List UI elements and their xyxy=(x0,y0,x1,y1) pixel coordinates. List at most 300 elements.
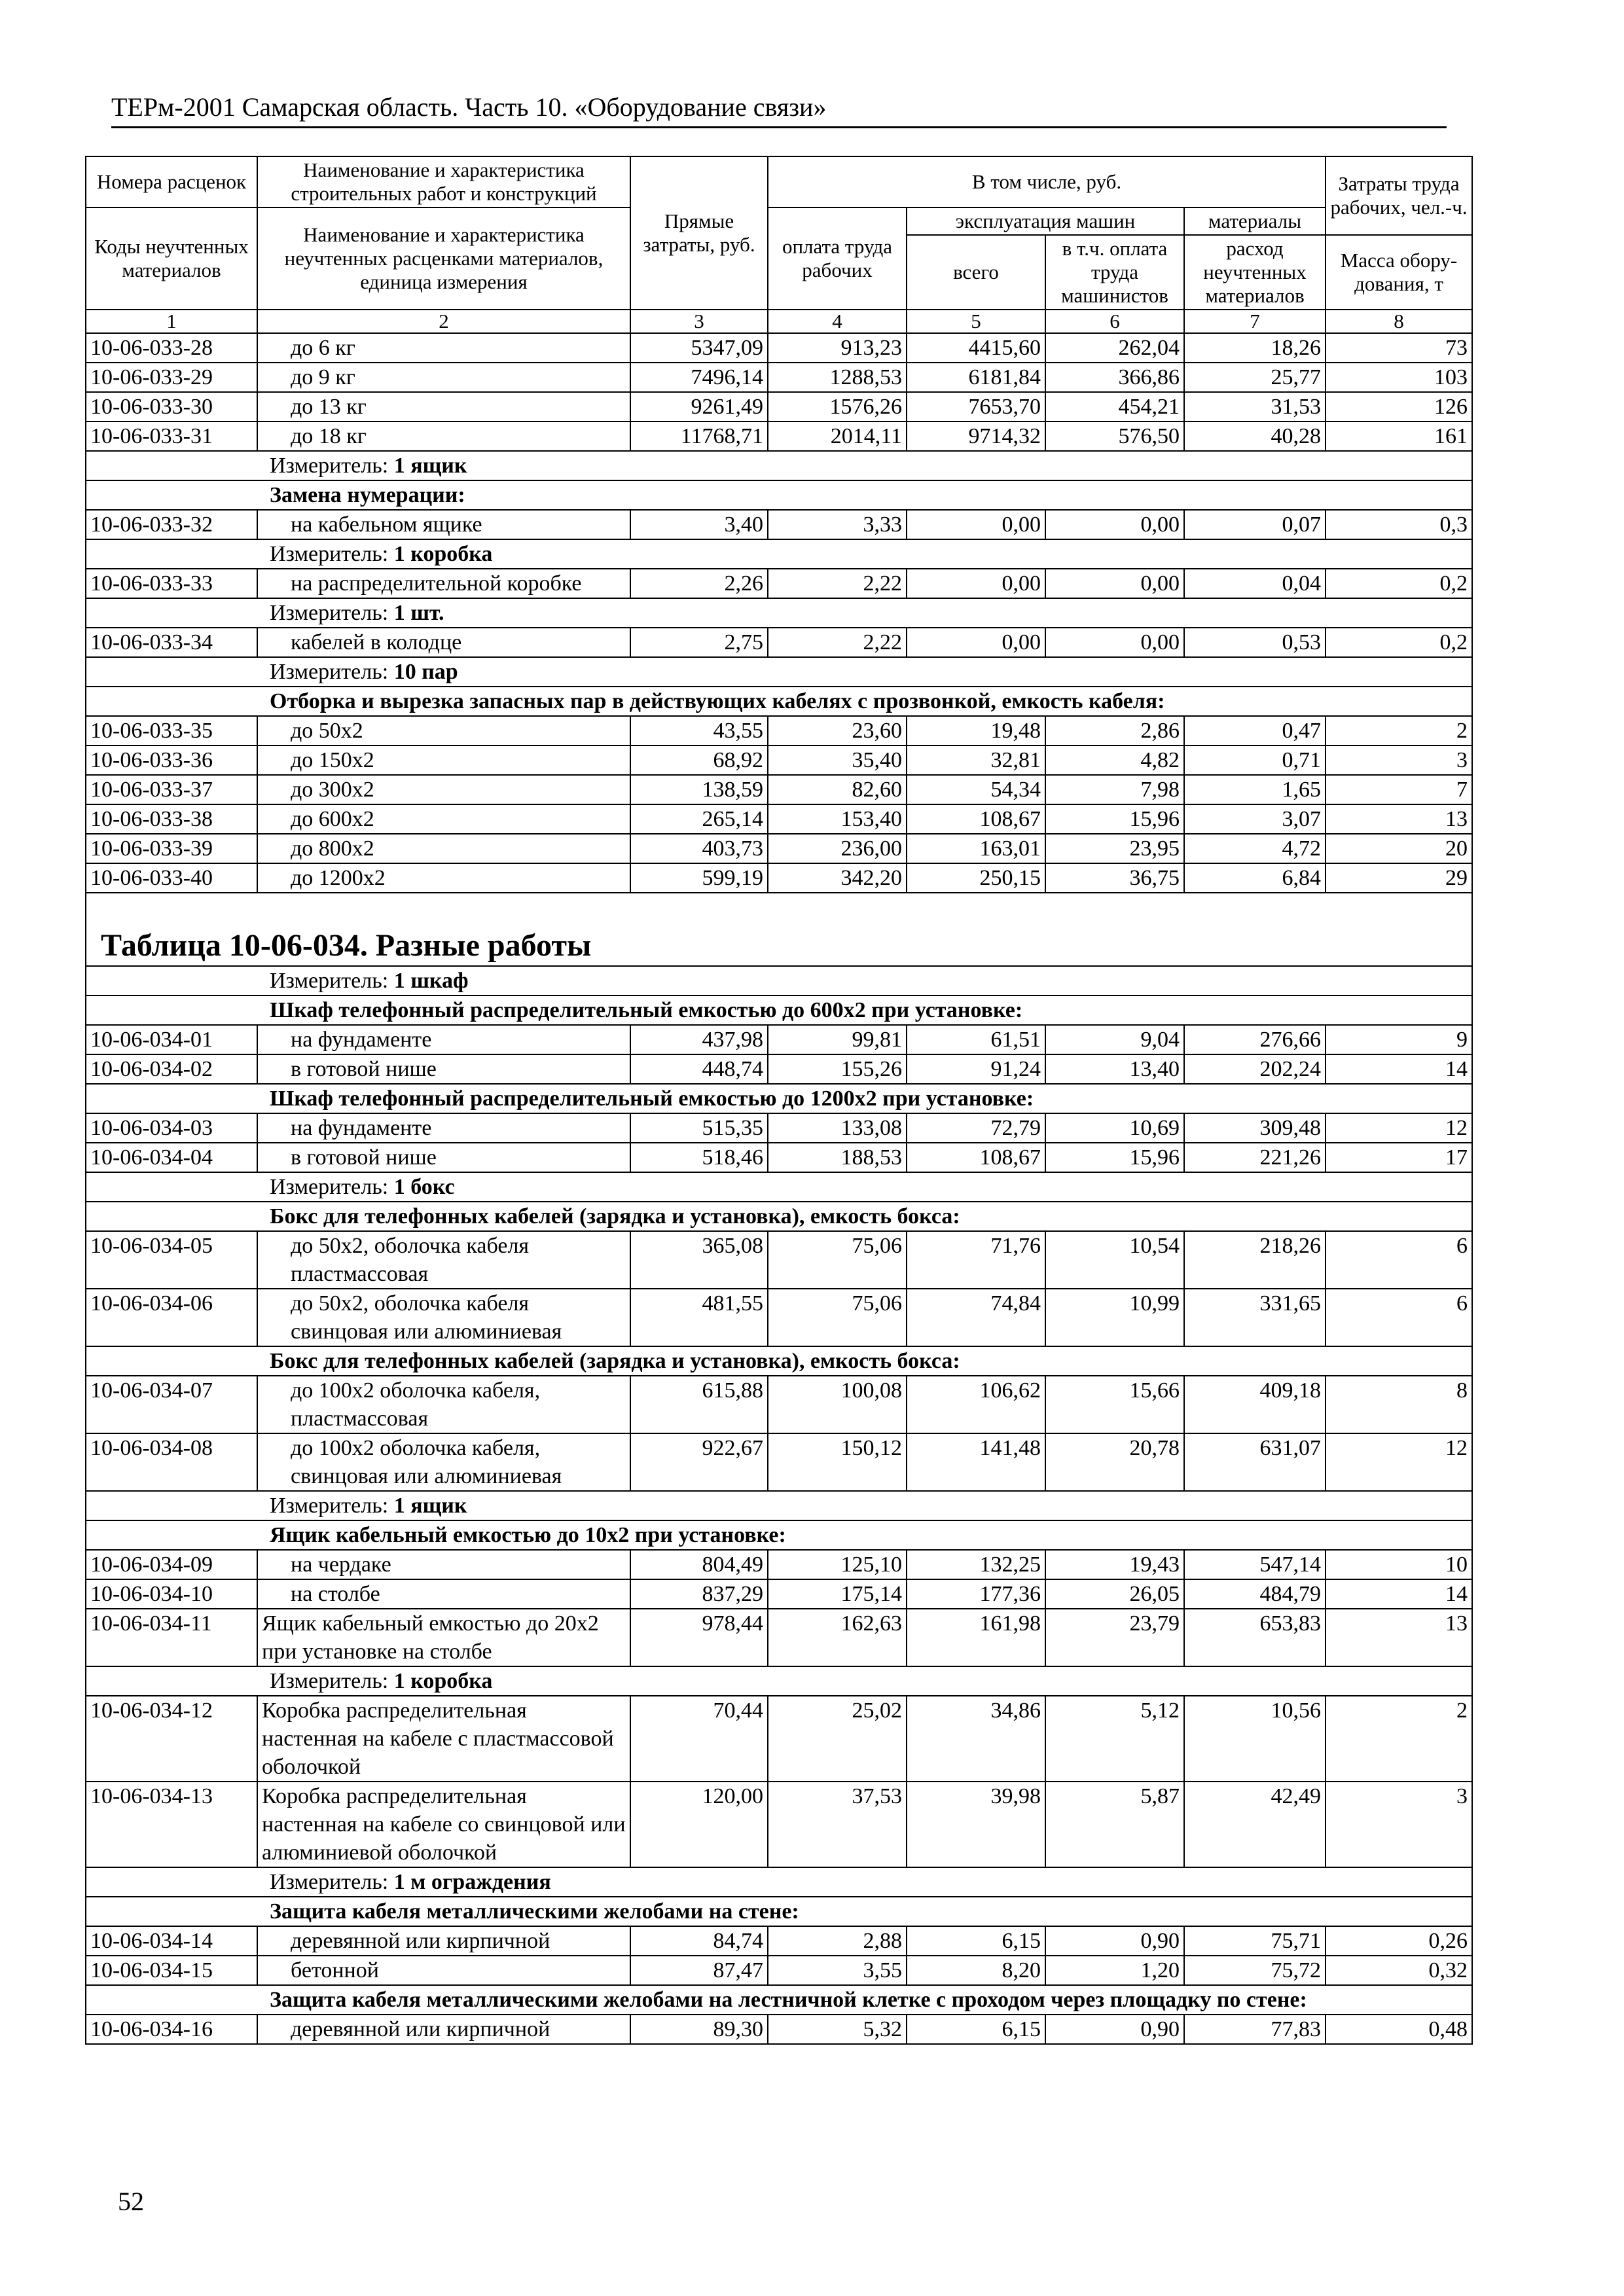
direct-costs: 403,73 xyxy=(630,834,768,863)
measure-cell xyxy=(86,1867,1472,1897)
table-row xyxy=(86,1609,1472,1666)
work-name: до 50х2 xyxy=(257,716,630,745)
materials-cost: 4,72 xyxy=(1184,834,1326,863)
operators-pay: 0,00 xyxy=(1045,569,1184,598)
labor-costs: 13 xyxy=(1326,804,1472,834)
section-heading: Шкаф телефонный распределительный емкостью до 1200х2 при установке: xyxy=(86,1084,1472,1113)
worker-pay: 188,53 xyxy=(768,1143,907,1172)
worker-pay: 162,63 xyxy=(768,1609,907,1666)
operators-pay: 0,00 xyxy=(1045,628,1184,657)
direct-costs: 68,92 xyxy=(630,745,768,775)
direct-costs: 120,00 xyxy=(630,1782,768,1867)
rate-code: 10-06-033-32 xyxy=(86,510,257,539)
measure-label: Измеритель: xyxy=(270,1870,389,1894)
table-row xyxy=(86,392,1472,422)
measure-label: Измеритель: xyxy=(270,601,389,625)
section-heading-row xyxy=(86,1897,1472,1926)
section-heading-row xyxy=(86,996,1472,1025)
labor-costs: 7 xyxy=(1326,775,1472,804)
direct-costs: 448,74 xyxy=(630,1054,768,1084)
materials-cost: 6,84 xyxy=(1184,863,1326,893)
machines-total: 141,48 xyxy=(907,1433,1045,1491)
measure-label: Измеритель: xyxy=(270,542,389,566)
measure-unit: 1 коробка xyxy=(393,542,493,566)
labor-costs: 0,3 xyxy=(1326,510,1472,539)
materials-cost: 75,72 xyxy=(1184,1956,1326,1985)
work-name: до 800х2 xyxy=(257,834,630,863)
table-row xyxy=(86,834,1472,863)
operators-pay: 10,54 xyxy=(1045,1231,1184,1289)
machines-total: 106,62 xyxy=(907,1376,1045,1433)
direct-costs: 804,49 xyxy=(630,1550,768,1579)
rate-code: 10-06-034-01 xyxy=(86,1025,257,1054)
worker-pay: 125,10 xyxy=(768,1550,907,1579)
measure-row xyxy=(86,1867,1472,1897)
worker-pay: 133,08 xyxy=(768,1113,907,1143)
direct-costs: 365,08 xyxy=(630,1231,768,1289)
measure-unit: 1 м ограждения xyxy=(393,1870,551,1894)
machines-total: 6,15 xyxy=(907,1926,1045,1956)
section-heading-row xyxy=(86,1985,1472,2015)
measure-row xyxy=(86,966,1472,996)
table-row xyxy=(86,1113,1472,1143)
operators-pay: 10,69 xyxy=(1045,1113,1184,1143)
direct-costs: 615,88 xyxy=(630,1376,768,1433)
rate-code: 10-06-034-12 xyxy=(86,1696,257,1782)
rate-code: 10-06-034-03 xyxy=(86,1113,257,1143)
section-heading-row xyxy=(86,1084,1472,1113)
table-row xyxy=(86,1025,1472,1054)
table-row xyxy=(86,333,1472,363)
direct-costs: 3,40 xyxy=(630,510,768,539)
operators-pay: 262,04 xyxy=(1045,333,1184,363)
worker-pay: 23,60 xyxy=(768,716,907,745)
materials-cost: 0,04 xyxy=(1184,569,1326,598)
rate-code: 10-06-033-35 xyxy=(86,716,257,745)
worker-pay: 25,02 xyxy=(768,1696,907,1782)
labor-costs: 0,32 xyxy=(1326,1956,1472,1985)
work-name: до 600х2 xyxy=(257,804,630,834)
direct-costs: 70,44 xyxy=(630,1696,768,1782)
labor-costs: 0,2 xyxy=(1326,569,1472,598)
labor-costs: 12 xyxy=(1326,1113,1472,1143)
rate-code: 10-06-033-28 xyxy=(86,333,257,363)
operators-pay: 1,20 xyxy=(1045,1956,1184,1985)
work-name: до 6 кг xyxy=(257,333,630,363)
worker-pay: 2,88 xyxy=(768,1926,907,1956)
col-rate-numbers-header: Номера расценок xyxy=(86,156,257,207)
page-number: 52 xyxy=(118,2187,144,2216)
work-name: до 18 кг xyxy=(257,422,630,451)
materials-cost: 484,79 xyxy=(1184,1579,1326,1609)
machines-total: 9714,32 xyxy=(907,422,1045,451)
work-name: в готовой нише xyxy=(257,1143,630,1172)
machines-total: 4415,60 xyxy=(907,333,1045,363)
machines-total: 177,36 xyxy=(907,1579,1045,1609)
materials-cost: 221,26 xyxy=(1184,1143,1326,1172)
table-row xyxy=(86,422,1472,451)
worker-pay: 3,55 xyxy=(768,1956,907,1985)
direct-costs: 518,46 xyxy=(630,1143,768,1172)
operators-pay: 15,66 xyxy=(1045,1376,1184,1433)
materials-cost: 3,07 xyxy=(1184,804,1326,834)
operators-pay: 15,96 xyxy=(1045,1143,1184,1172)
labor-costs: 161 xyxy=(1326,422,1472,451)
measure-unit: 1 ящик xyxy=(393,454,467,478)
table-title-row xyxy=(86,893,1472,966)
machines-total: 108,67 xyxy=(907,1143,1045,1172)
measure-row xyxy=(86,1666,1472,1696)
operators-pay: 36,75 xyxy=(1045,863,1184,893)
rate-code: 10-06-034-14 xyxy=(86,1926,257,1956)
direct-costs: 481,55 xyxy=(630,1289,768,1346)
rate-code: 10-06-033-31 xyxy=(86,422,257,451)
direct-costs: 11768,71 xyxy=(630,422,768,451)
work-name: до 50х2, оболочка кабеля пластмассовая xyxy=(257,1231,630,1289)
work-name: бетонной xyxy=(257,1956,630,1985)
machines-total: 54,34 xyxy=(907,775,1045,804)
operators-pay: 5,12 xyxy=(1045,1696,1184,1782)
rate-code: 10-06-034-04 xyxy=(86,1143,257,1172)
group-machines-header: эксплуатация машин xyxy=(907,207,1184,235)
work-name: до 9 кг xyxy=(257,363,630,392)
operators-pay: 7,98 xyxy=(1045,775,1184,804)
labor-costs: 10 xyxy=(1326,1550,1472,1579)
column-number: 4 xyxy=(768,310,907,333)
rate-code: 10-06-033-36 xyxy=(86,745,257,775)
materials-cost: 331,65 xyxy=(1184,1289,1326,1346)
work-name: до 300х2 xyxy=(257,775,630,804)
work-name: кабелей в колодце xyxy=(257,628,630,657)
column-number: 1 xyxy=(86,310,257,333)
worker-pay: 175,14 xyxy=(768,1579,907,1609)
worker-pay: 2,22 xyxy=(768,569,907,598)
labor-costs: 126 xyxy=(1326,392,1472,422)
work-name: на фундаменте xyxy=(257,1113,630,1143)
column-number: 3 xyxy=(630,310,768,333)
table-row xyxy=(86,775,1472,804)
worker-pay: 342,20 xyxy=(768,863,907,893)
table-row xyxy=(86,1054,1472,1084)
worker-pay: 155,26 xyxy=(768,1054,907,1084)
operators-pay: 26,05 xyxy=(1045,1579,1184,1609)
table-row xyxy=(86,363,1472,392)
worker-pay: 99,81 xyxy=(768,1025,907,1054)
measure-row xyxy=(86,1491,1472,1520)
section-heading-row xyxy=(86,480,1472,510)
group-materials-header: материалы xyxy=(1184,207,1326,235)
section-heading: Бокс для телефонных кабелей (зарядка и установка), емкость бокса: xyxy=(86,1202,1472,1231)
operators-pay: 454,21 xyxy=(1045,392,1184,422)
rate-code: 10-06-033-34 xyxy=(86,628,257,657)
worker-pay: 236,00 xyxy=(768,834,907,863)
section-heading: Ящик кабельный емкостью до 10х2 при установке: xyxy=(86,1520,1472,1550)
materials-cost: 31,53 xyxy=(1184,392,1326,422)
col-worker-pay-header: оплата труда рабочих xyxy=(768,207,907,310)
operators-pay: 9,04 xyxy=(1045,1025,1184,1054)
machines-total: 39,98 xyxy=(907,1782,1045,1867)
direct-costs: 43,55 xyxy=(630,716,768,745)
work-name: до 150х2 xyxy=(257,745,630,775)
operators-pay: 2,86 xyxy=(1045,716,1184,745)
work-name: до 100х2 оболочка кабеля, пластмассовая xyxy=(257,1376,630,1433)
materials-cost: 40,28 xyxy=(1184,422,1326,451)
col-equipment-mass-header: Масса обору-дования, т xyxy=(1326,235,1472,310)
machines-total: 34,86 xyxy=(907,1696,1045,1782)
rate-code: 10-06-034-06 xyxy=(86,1289,257,1346)
machines-total: 0,00 xyxy=(907,628,1045,657)
direct-costs: 84,74 xyxy=(630,1926,768,1956)
measure-cell xyxy=(86,539,1472,569)
page-header: ТЕРм-2001 Самарская область. Часть 10. «Оборудование связи» xyxy=(111,92,1447,128)
table-row xyxy=(86,510,1472,539)
rates-table xyxy=(85,156,1473,2045)
worker-pay: 1576,26 xyxy=(768,392,907,422)
worker-pay: 35,40 xyxy=(768,745,907,775)
table-row xyxy=(86,1143,1472,1172)
rate-code: 10-06-034-08 xyxy=(86,1433,257,1491)
machines-total: 74,84 xyxy=(907,1289,1045,1346)
col-labor-costs-header: Затраты труда рабочих, чел.-ч. xyxy=(1326,156,1472,235)
column-number: 7 xyxy=(1184,310,1326,333)
measure-label: Измеритель: xyxy=(270,1669,389,1693)
labor-costs: 6 xyxy=(1326,1231,1472,1289)
worker-pay: 75,06 xyxy=(768,1231,907,1289)
section-heading-row xyxy=(86,1346,1472,1376)
operators-pay: 4,82 xyxy=(1045,745,1184,775)
labor-costs: 12 xyxy=(1326,1433,1472,1491)
measure-unit: 1 бокс xyxy=(393,1175,455,1199)
measure-unit: 1 ящик xyxy=(393,1494,467,1518)
work-name: до 100х2 оболочка кабеля, свинцовая или алюминиевая xyxy=(257,1433,630,1491)
measure-cell xyxy=(86,451,1472,480)
direct-costs: 87,47 xyxy=(630,1956,768,1985)
labor-costs: 14 xyxy=(1326,1054,1472,1084)
materials-cost: 18,26 xyxy=(1184,333,1326,363)
work-name: в готовой нише xyxy=(257,1054,630,1084)
measure-row xyxy=(86,1172,1472,1202)
operators-pay: 576,50 xyxy=(1045,422,1184,451)
measure-unit: 1 шт. xyxy=(393,601,444,625)
labor-costs: 73 xyxy=(1326,333,1472,363)
work-name: на кабельном ящике xyxy=(257,510,630,539)
measure-label: Измеритель: xyxy=(270,969,389,993)
labor-costs: 103 xyxy=(1326,363,1472,392)
materials-cost: 409,18 xyxy=(1184,1376,1326,1433)
rate-code: 10-06-033-40 xyxy=(86,863,257,893)
work-name: на столбе xyxy=(257,1579,630,1609)
operators-pay: 366,86 xyxy=(1045,363,1184,392)
table-row xyxy=(86,628,1472,657)
materials-cost: 42,49 xyxy=(1184,1782,1326,1867)
col-direct-costs-header: Прямые затраты, руб. xyxy=(630,156,768,310)
direct-costs: 437,98 xyxy=(630,1025,768,1054)
section-heading-row xyxy=(86,1520,1472,1550)
table-row xyxy=(86,1956,1472,1985)
group-including-header: В том числе, руб. xyxy=(768,156,1326,207)
column-number: 8 xyxy=(1326,310,1472,333)
work-name: до 1200х2 xyxy=(257,863,630,893)
col-machines-total-header: всего xyxy=(907,235,1045,310)
labor-costs: 2 xyxy=(1326,1696,1472,1782)
work-name: на чердаке xyxy=(257,1550,630,1579)
rate-code: 10-06-034-16 xyxy=(86,2015,257,2044)
labor-costs: 14 xyxy=(1326,1579,1472,1609)
machines-total: 0,00 xyxy=(907,510,1045,539)
materials-cost: 25,77 xyxy=(1184,363,1326,392)
section-heading: Бокс для телефонных кабелей (зарядка и установка), емкость бокса: xyxy=(86,1346,1472,1376)
measure-label: Измеритель: xyxy=(270,1494,389,1518)
worker-pay: 2014,11 xyxy=(768,422,907,451)
machines-total: 91,24 xyxy=(907,1054,1045,1084)
rate-code: 10-06-034-05 xyxy=(86,1231,257,1289)
measure-cell xyxy=(86,598,1472,628)
table-row xyxy=(86,804,1472,834)
rate-code: 10-06-033-33 xyxy=(86,569,257,598)
machines-total: 72,79 xyxy=(907,1113,1045,1143)
machines-total: 8,20 xyxy=(907,1956,1045,1985)
materials-cost: 1,65 xyxy=(1184,775,1326,804)
work-name: на фундаменте xyxy=(257,1025,630,1054)
direct-costs: 5347,09 xyxy=(630,333,768,363)
worker-pay: 100,08 xyxy=(768,1376,907,1433)
measure-unit: 1 коробка xyxy=(393,1669,493,1693)
operators-pay: 5,87 xyxy=(1045,1782,1184,1867)
table-row xyxy=(86,745,1472,775)
machines-total: 132,25 xyxy=(907,1550,1045,1579)
work-name: до 13 кг xyxy=(257,392,630,422)
table-row xyxy=(86,1231,1472,1289)
work-name: на распределительной коробке xyxy=(257,569,630,598)
measure-cell xyxy=(86,1172,1472,1202)
machines-total: 6181,84 xyxy=(907,363,1045,392)
col-unaccounted-materials-header: расход неучтенных материалов xyxy=(1184,235,1326,310)
labor-costs: 0,26 xyxy=(1326,1926,1472,1956)
direct-costs: 9261,49 xyxy=(630,392,768,422)
work-name: до 50х2, оболочка кабеля свинцовая или алюминиевая xyxy=(257,1289,630,1346)
work-name: Коробка распределительная настенная на кабеле с пластмассовой оболочкой xyxy=(257,1696,630,1782)
rate-code: 10-06-034-15 xyxy=(86,1956,257,1985)
table-row xyxy=(86,716,1472,745)
table-header xyxy=(86,156,1472,333)
col-work-name-header: Наименование и характеристика строительных работ и конструкций xyxy=(257,156,630,207)
materials-cost: 10,56 xyxy=(1184,1696,1326,1782)
worker-pay: 1288,53 xyxy=(768,363,907,392)
materials-cost: 0,53 xyxy=(1184,628,1326,657)
measure-cell xyxy=(86,657,1472,687)
materials-cost: 77,83 xyxy=(1184,2015,1326,2044)
machines-total: 32,81 xyxy=(907,745,1045,775)
operators-pay: 0,00 xyxy=(1045,510,1184,539)
measure-row xyxy=(86,539,1472,569)
labor-costs: 17 xyxy=(1326,1143,1472,1172)
direct-costs: 265,14 xyxy=(630,804,768,834)
machines-total: 6,15 xyxy=(907,2015,1045,2044)
worker-pay: 5,32 xyxy=(768,2015,907,2044)
table-body xyxy=(86,333,1472,2044)
worker-pay: 75,06 xyxy=(768,1289,907,1346)
direct-costs: 837,29 xyxy=(630,1579,768,1609)
direct-costs: 515,35 xyxy=(630,1113,768,1143)
labor-costs: 13 xyxy=(1326,1609,1472,1666)
worker-pay: 3,33 xyxy=(768,510,907,539)
direct-costs: 2,75 xyxy=(630,628,768,657)
rate-code: 10-06-033-37 xyxy=(86,775,257,804)
col-material-codes-header: Коды неучтенных материалов xyxy=(86,207,257,310)
measure-label: Измеритель: xyxy=(270,454,389,478)
direct-costs: 138,59 xyxy=(630,775,768,804)
table-row xyxy=(86,1433,1472,1491)
labor-costs: 3 xyxy=(1326,745,1472,775)
section-heading: Замена нумерации: xyxy=(86,480,1472,510)
operators-pay: 23,95 xyxy=(1045,834,1184,863)
work-name: Коробка распределительная настенная на кабеле со свинцовой или алюминиевой оболочкой xyxy=(257,1782,630,1867)
table-title: Таблица 10-06-034. Разные работы xyxy=(86,893,1472,966)
column-number: 6 xyxy=(1045,310,1184,333)
worker-pay: 150,12 xyxy=(768,1433,907,1491)
materials-cost: 0,71 xyxy=(1184,745,1326,775)
direct-costs: 922,67 xyxy=(630,1433,768,1491)
labor-costs: 3 xyxy=(1326,1782,1472,1867)
materials-cost: 547,14 xyxy=(1184,1550,1326,1579)
materials-cost: 276,66 xyxy=(1184,1025,1326,1054)
rate-code: 10-06-033-30 xyxy=(86,392,257,422)
table-row xyxy=(86,1376,1472,1433)
machines-total: 250,15 xyxy=(907,863,1045,893)
column-number: 5 xyxy=(907,310,1045,333)
table-row xyxy=(86,1579,1472,1609)
operators-pay: 19,43 xyxy=(1045,1550,1184,1579)
worker-pay: 82,60 xyxy=(768,775,907,804)
rate-code: 10-06-033-38 xyxy=(86,804,257,834)
measure-unit: 1 шкаф xyxy=(393,969,469,993)
measure-row xyxy=(86,657,1472,687)
operators-pay: 13,40 xyxy=(1045,1054,1184,1084)
table-row xyxy=(86,1926,1472,1956)
labor-costs: 20 xyxy=(1326,834,1472,863)
rate-code: 10-06-034-02 xyxy=(86,1054,257,1084)
labor-costs: 8 xyxy=(1326,1376,1472,1433)
measure-label: Измеритель: xyxy=(270,660,389,684)
rate-code: 10-06-034-09 xyxy=(86,1550,257,1579)
direct-costs: 599,19 xyxy=(630,863,768,893)
labor-costs: 0,2 xyxy=(1326,628,1472,657)
worker-pay: 153,40 xyxy=(768,804,907,834)
rate-code: 10-06-033-29 xyxy=(86,363,257,392)
measure-unit: 10 пар xyxy=(393,660,458,684)
col-operators-pay-header: в т.ч. оплата труда машинистов xyxy=(1045,235,1184,310)
measure-cell xyxy=(86,1491,1472,1520)
machines-total: 19,48 xyxy=(907,716,1045,745)
worker-pay: 37,53 xyxy=(768,1782,907,1867)
materials-cost: 653,83 xyxy=(1184,1609,1326,1666)
measure-cell xyxy=(86,966,1472,996)
work-name: деревянной или кирпичной xyxy=(257,1926,630,1956)
labor-costs: 0,48 xyxy=(1326,2015,1472,2044)
rate-code: 10-06-034-11 xyxy=(86,1609,257,1666)
materials-cost: 0,07 xyxy=(1184,510,1326,539)
labor-costs: 6 xyxy=(1326,1289,1472,1346)
col-material-names-header: Наименование и характеристика неучтенных расценками материалов, единица измерения xyxy=(257,207,630,310)
materials-cost: 218,26 xyxy=(1184,1231,1326,1289)
direct-costs: 978,44 xyxy=(630,1609,768,1666)
work-name: Ящик кабельный емкостью до 20х2 при установке на столбе xyxy=(257,1609,630,1666)
section-heading-row xyxy=(86,687,1472,716)
direct-costs: 89,30 xyxy=(630,2015,768,2044)
section-heading-row xyxy=(86,1202,1472,1231)
direct-costs: 2,26 xyxy=(630,569,768,598)
materials-cost: 631,07 xyxy=(1184,1433,1326,1491)
